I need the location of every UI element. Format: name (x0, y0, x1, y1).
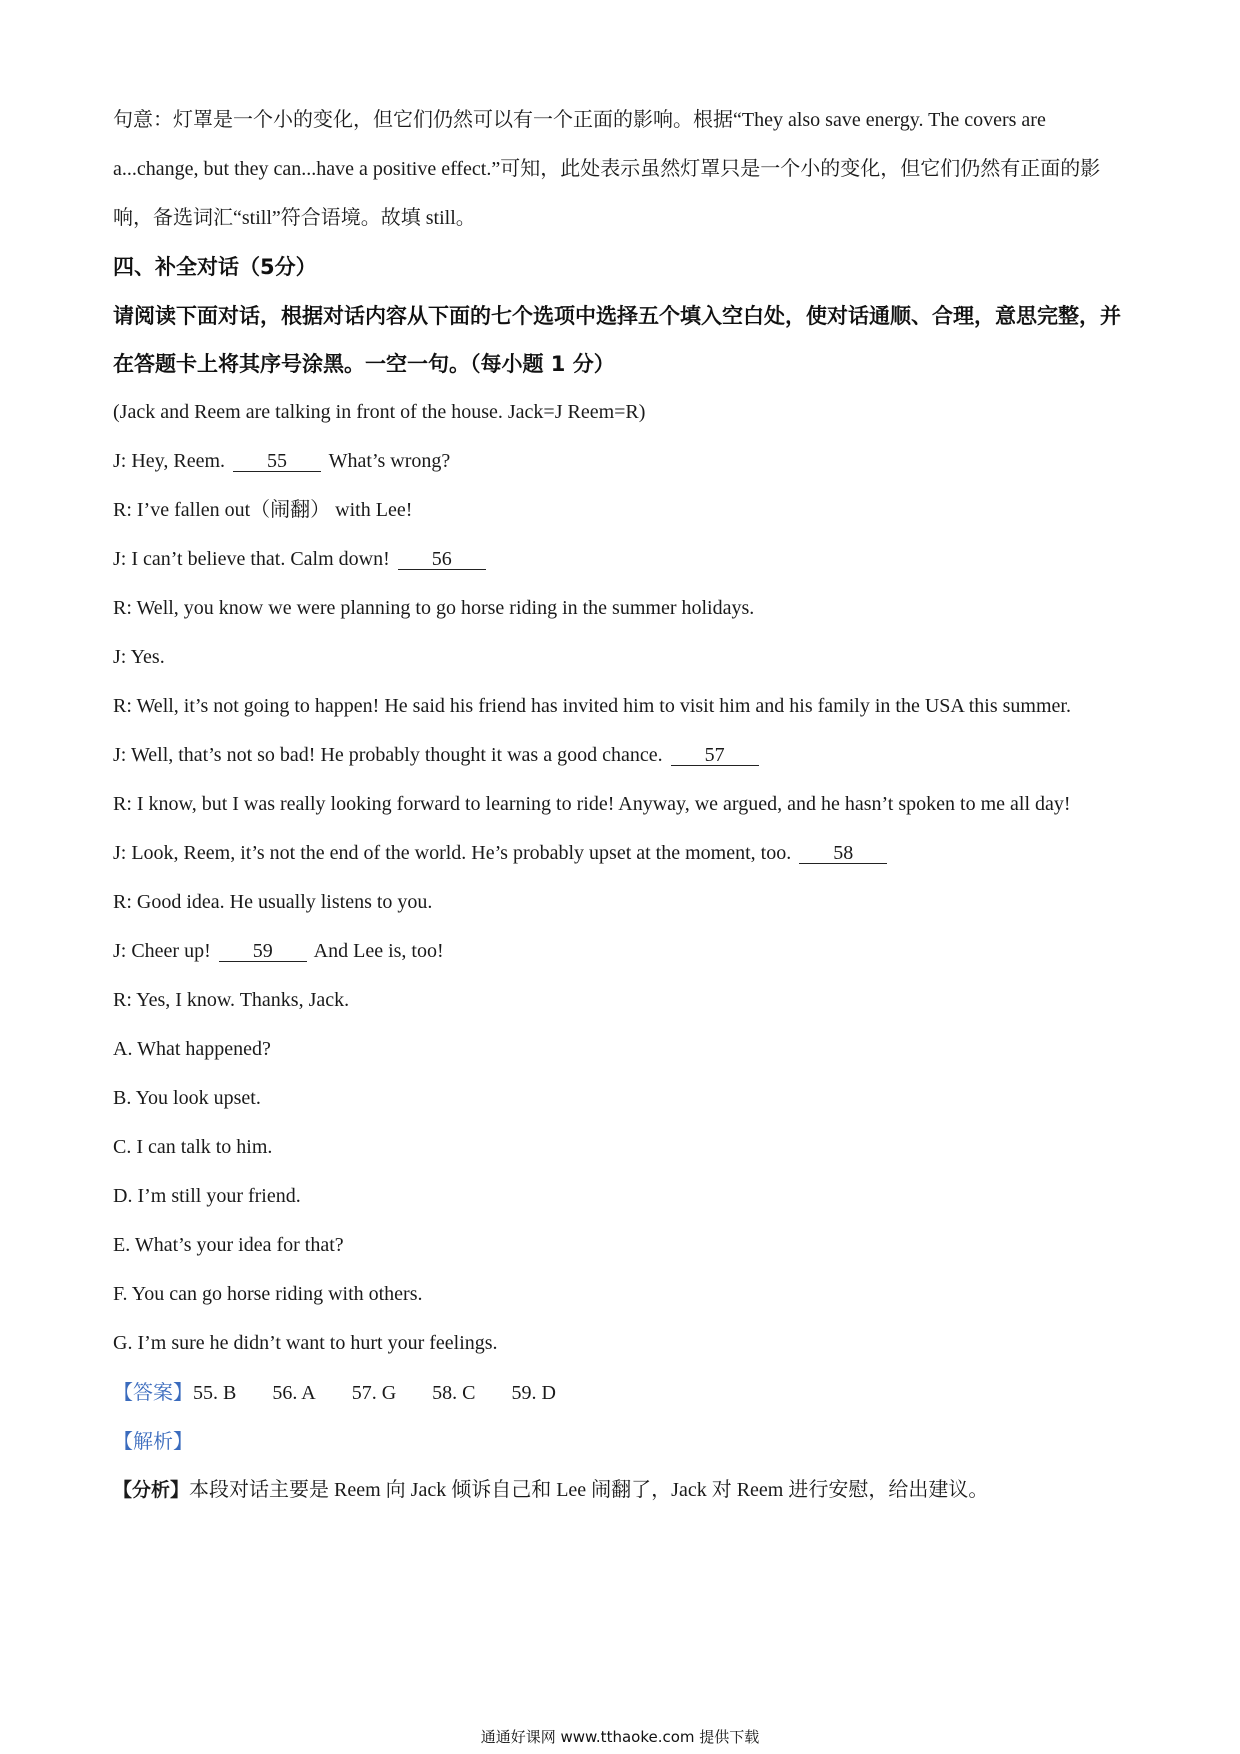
dialogue-line: R: Yes, I know. Thanks, Jack. (113, 989, 350, 1011)
option-d: D. I’m still your friend. (113, 1185, 301, 1207)
dialogue-line: R: Well, it’s not going to happen! He said his friend has invited him to visit him and his family in the USA this summer. (113, 695, 1071, 717)
analysis-line (113, 1417, 1133, 1466)
option-e: E. What’s your idea for that? (113, 1234, 344, 1256)
answer-blank-57: 57 (671, 745, 759, 766)
analysis-label: 【解析】 (113, 1429, 193, 1453)
answer-line (113, 1368, 1133, 1417)
option-a: A. What happened? (113, 1038, 271, 1060)
dialogue-line: R: Good idea. He usually listens to you. (113, 891, 433, 913)
dialogue-text: J: Well, that’s not so bad! He probably thought it was a good chance. (113, 744, 663, 766)
dialogue-line (113, 927, 1133, 976)
answer-blank-56: 56 (398, 549, 486, 570)
answer-blank-59: 59 (219, 941, 307, 962)
dialogue-line (113, 731, 1133, 780)
section-instruction: 请阅读下面对话，根据对话内容从下面的七个选项中选择五个填入空白处，使对话通顺、合理，意思完整，并在答题卡上将其序号涂黑。一空一句。（每小题 1 分） (113, 304, 1121, 376)
dialogue-text: J: Cheer up! (113, 940, 211, 962)
dialogue-line: J: Yes. (113, 646, 165, 668)
answer-item: 55. B (193, 1382, 237, 1404)
dialogue-line: R: I know, but I was really looking forward to learning to ride! Anyway, we argued, and he hasn’t spoken to me all day! (113, 793, 1071, 815)
answer-item: 58. C (432, 1382, 476, 1404)
page-footer: 通通好课网 www.tthaoke.com 提供下载 (480, 1728, 760, 1746)
dialogue-context: (Jack and Reem are talking in front of the house. Jack=J Reem=R) (113, 401, 646, 423)
dialogue-text: And Lee is, too! (313, 940, 444, 962)
answer-item: 56. A (272, 1382, 316, 1404)
dialogue-text: What’s wrong? (328, 450, 451, 472)
option-g: G. I’m sure he didn’t want to hurt your feelings. (113, 1332, 498, 1354)
dialogue-line (113, 535, 1133, 584)
dialogue-text: J: Look, Reem, it’s not the end of the world. He’s probably upset at the moment, too. (113, 842, 792, 864)
dialogue-text: J: I can’t believe that. Calm down! (113, 548, 390, 570)
summary-line (113, 1466, 1133, 1515)
dialogue-line (113, 829, 1133, 878)
dialogue-line: R: I’ve fallen out（闹翻） with Lee! (113, 499, 413, 521)
previous-explanation: 句意：灯罩是一个小的变化，但它们仍然可以有一个正面的影响。根据“They also save energy. The covers are a...change, but they can...have a positive effect.”可知，此处表示虽然灯罩只是一个小的变化，但它们仍然有正面的影响，备选词汇“still”符合语境。故填 still。 (113, 109, 1101, 229)
answer-item: 59. D (511, 1382, 556, 1404)
summary-label: 【分析】 (113, 1479, 190, 1501)
section-heading: 四、补全对话（5分） (113, 255, 317, 279)
document-page (113, 96, 1133, 1515)
dialogue-text: J: Hey, Reem. (113, 450, 226, 472)
option-c: C. I can talk to him. (113, 1136, 273, 1158)
option-b: B. You look upset. (113, 1087, 261, 1109)
answer-label: 【答案】 (113, 1380, 193, 1404)
dialogue-line (113, 437, 1133, 486)
dialogue-line: R: Well, you know we were planning to go horse riding in the summer holidays. (113, 597, 755, 619)
answer-blank-55: 55 (233, 451, 321, 472)
answer-blank-58: 58 (799, 843, 887, 864)
answer-item: 57. G (351, 1382, 397, 1404)
summary-text: 本段对话主要是 Reem 向 Jack 倾诉自己和 Lee 闹翻了，Jack 对 Reem 进行安慰，给出建议。 (189, 1479, 989, 1501)
option-f: F. You can go horse riding with others. (113, 1283, 423, 1305)
